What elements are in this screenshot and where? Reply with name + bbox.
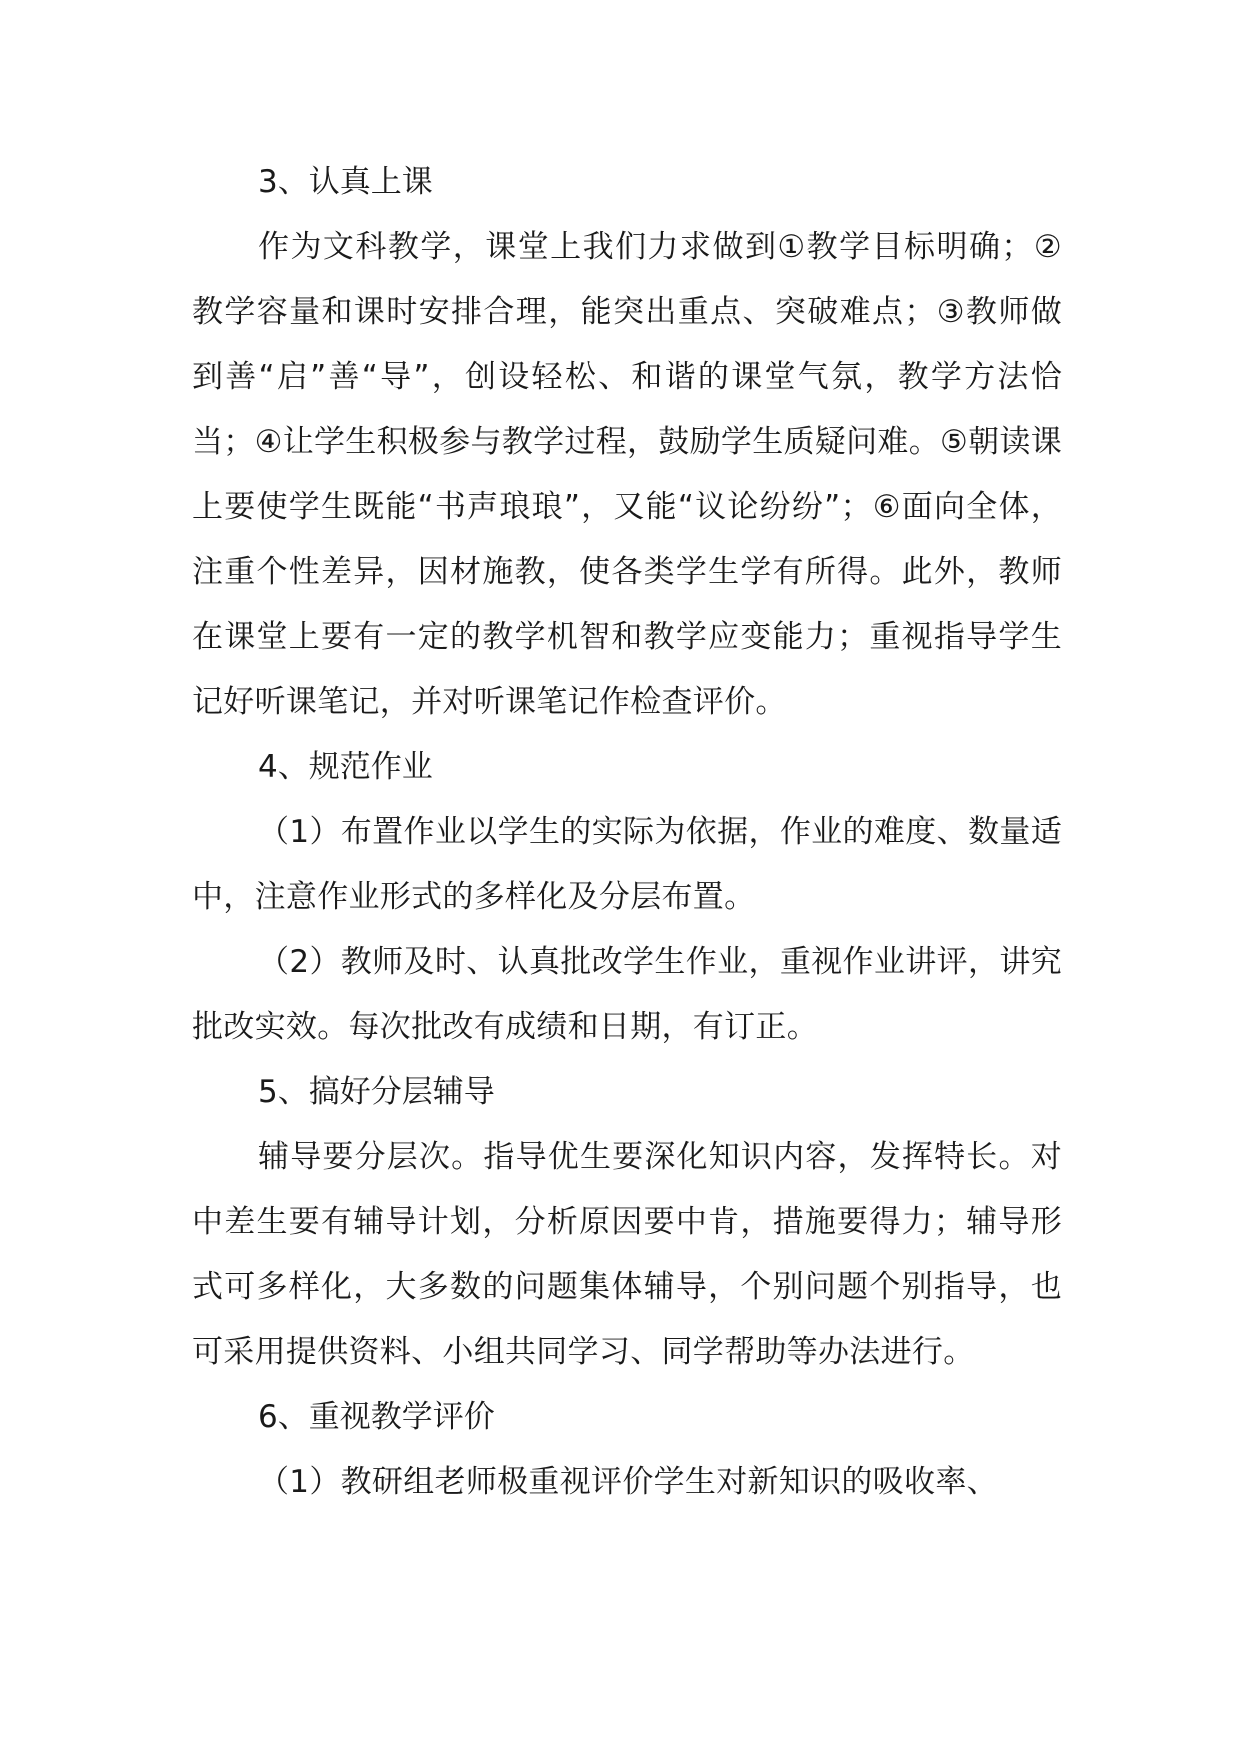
- document-page: [192, 150, 1062, 1515]
- section-3-heading: 3、认真上课: [258, 164, 433, 200]
- section-4-heading: 4、规范作业: [258, 749, 433, 785]
- section-5-body: 辅导要分层次。指导优生要深化知识内容，发挥特长。对中差生要有辅导计划，分析原因要中肯，措施要得力；辅导形式可多样化，大多数的问题集体辅导，个别问题个别指导，也可采用提供资料、小组共同学习、同学帮助等办法进行。: [192, 1139, 1062, 1370]
- section-4-item-2: （2）教师及时、认真批改学生作业，重视作业讲评，讲究批改实效。每次批改有成绩和日期，有订正。: [192, 944, 1062, 1045]
- section-6-item-1: （1）教研组老师极重视评价学生对新知识的吸收率、: [258, 1464, 998, 1500]
- section-6-heading: 6、重视教学评价: [258, 1399, 495, 1435]
- section-5-heading: 5、搞好分层辅导: [258, 1074, 495, 1110]
- section-3-body: 作为文科教学，课堂上我们力求做到①教学目标明确；②教学容量和课时安排合理，能突出重点、突破难点；③教师做到善“启”善“导”，创设轻松、和谐的课堂气氛，教学方法恰当；④让学生积极参与教学过程，鼓励学生质疑问难。⑤朝读课上要使学生既能“书声琅琅”，又能“议论纷纷”；⑥面向全体，注重个性差异，因材施教，使各类学生学有所得。此外，教师在课堂上要有一定的教学机智和教学应变能力；重视指导学生记好听课笔记，并对听课笔记作检查评价。: [192, 229, 1062, 720]
- section-4-item-1: （1）布置作业以学生的实际为依据，作业的难度、数量适中，注意作业形式的多样化及分层布置。: [192, 814, 1062, 915]
